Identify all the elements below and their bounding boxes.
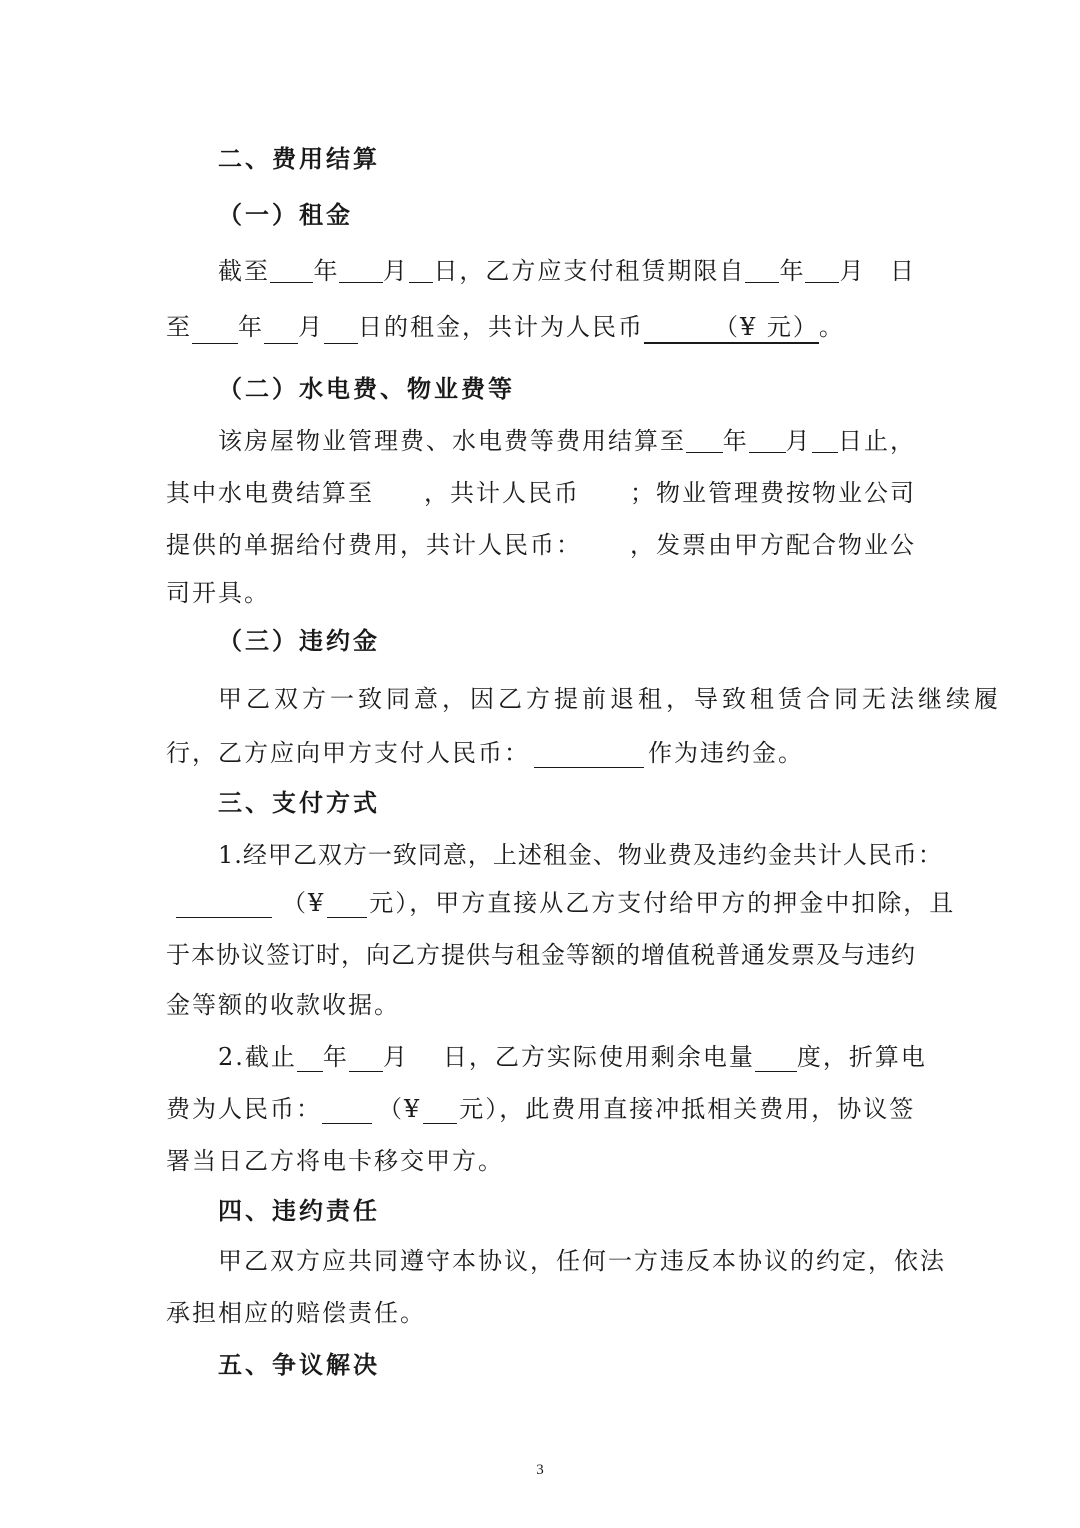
- year-blank: [270, 256, 313, 283]
- month-blank: [805, 256, 839, 283]
- section-heading-dispute: 五、争议解决: [218, 1351, 380, 1379]
- payment-text: 月: [382, 1043, 409, 1071]
- subsection-heading-penalty: （三）违约金: [218, 627, 380, 655]
- section-heading-payment-method: 三、支付方式: [218, 789, 380, 817]
- rent-text: 至: [166, 313, 192, 341]
- utilities-text: 其中水电费结算至: [166, 479, 374, 507]
- payment-text: （¥: [378, 1095, 422, 1123]
- payment-text: （¥: [282, 889, 326, 917]
- payment-text: 日，乙方实际使用剩余电量: [442, 1043, 755, 1071]
- section-heading-fee-settlement: 二、费用结算: [218, 145, 380, 173]
- payment-p2-line-1: [218, 1042, 927, 1072]
- section-heading-liability: 四、违约责任: [218, 1197, 380, 1225]
- subsection-heading-utilities: （二）水电费、物业费等: [218, 375, 515, 403]
- payment-text: 度，折算电: [796, 1043, 927, 1071]
- penalty-text: 行，乙方应向甲方支付人民币：: [166, 739, 530, 767]
- penalty-line-2: [166, 738, 916, 768]
- payment-p1-line-2: [166, 888, 956, 918]
- rent-line-1: [218, 256, 916, 286]
- subsection-heading-rent: （一）租金: [218, 201, 353, 229]
- rent-text: 日: [890, 257, 916, 285]
- payment-p2-line-3: 署当日乙方将电卡移交甲方。: [166, 1147, 504, 1175]
- rent-amount-underlined: （¥ 元）: [644, 312, 819, 344]
- utilities-text: ，共计人民币: [424, 479, 580, 507]
- penalty-amount-blank: [534, 741, 644, 768]
- rent-text: 年: [779, 257, 806, 285]
- payment-p2-line-2: [166, 1094, 916, 1124]
- rent-text: 年: [238, 313, 264, 341]
- rent-text: 月: [298, 313, 324, 341]
- payment-text: 年: [322, 1043, 349, 1071]
- liability-line-1: 甲乙双方应共同遵守本协议，任何一方违反本协议的约定，依法: [218, 1247, 946, 1275]
- year-blank: [192, 317, 238, 344]
- rent-text: 截至: [218, 257, 270, 285]
- utilities-line-3: [166, 530, 916, 560]
- day-blank: [812, 426, 838, 453]
- payment-p1-line-1: 1.经甲乙双方一致同意，上述租金、物业费及违约金共计人民币：: [218, 841, 943, 869]
- month-blank: [264, 317, 298, 344]
- utilities-line-2: [166, 478, 916, 508]
- total-amount-blank: [176, 891, 272, 918]
- year-blank: [745, 256, 779, 283]
- rent-text: 日的租金，共计为人民币: [358, 313, 644, 341]
- yuan-blank: [423, 1097, 457, 1124]
- day-blank: [409, 256, 434, 283]
- utilities-text: 该房屋物业管理费、水电费等费用结算至: [218, 427, 686, 455]
- utilities-text: ，发票由甲方配合物业公: [630, 531, 916, 559]
- payment-text: 元），甲方直接从乙方支付给甲方的押金中扣除，且: [369, 889, 956, 917]
- rent-text: 月: [382, 257, 409, 285]
- utilities-text: 年: [722, 427, 749, 455]
- year-blank: [297, 1045, 323, 1072]
- payment-text: 2.截止: [218, 1043, 297, 1071]
- utilities-text: ；物业管理费按物业公司: [630, 479, 916, 507]
- payment-p1-line-3: 于本协议签订时，向乙方提供与租金等额的增值税普通发票及与违约: [166, 941, 916, 969]
- day-blank: [324, 317, 358, 344]
- utilities-text: 提供的单据给付费用，共计人民币：: [166, 531, 582, 559]
- penalty-line-1: 甲乙双方一致同意，因乙方提前退租，导致租赁合同无法继续履: [218, 685, 1002, 713]
- penalty-text: 作为违约金。: [648, 739, 804, 767]
- payment-text: 元），此费用直接冲抵相关费用，协议签: [459, 1095, 916, 1123]
- payment-text: 费为人民币：: [166, 1095, 322, 1123]
- yuan-blank: [327, 891, 367, 918]
- electricity-fee-blank: [322, 1097, 372, 1124]
- payment-p1-line-4: 金等额的收款收据。: [166, 991, 400, 1019]
- rent-text: 年: [313, 257, 340, 285]
- utilities-line-4: 司开具。: [166, 579, 270, 607]
- page-number: 3: [536, 1462, 544, 1478]
- rent-text: 月: [839, 257, 866, 285]
- month-blank: [339, 256, 382, 283]
- utilities-text: 日止，: [838, 427, 916, 455]
- rent-line-2: [166, 312, 916, 344]
- liability-line-2: 承担相应的赔偿责任。: [166, 1299, 426, 1327]
- rent-text: 。: [818, 313, 845, 341]
- electricity-blank: [755, 1045, 797, 1072]
- month-blank: [749, 426, 786, 453]
- year-blank: [686, 426, 723, 453]
- rent-text: 日，乙方应支付租赁期限自: [433, 257, 746, 285]
- utilities-line-1: [218, 426, 916, 456]
- utilities-text: 月: [785, 427, 812, 455]
- month-blank: [349, 1045, 383, 1072]
